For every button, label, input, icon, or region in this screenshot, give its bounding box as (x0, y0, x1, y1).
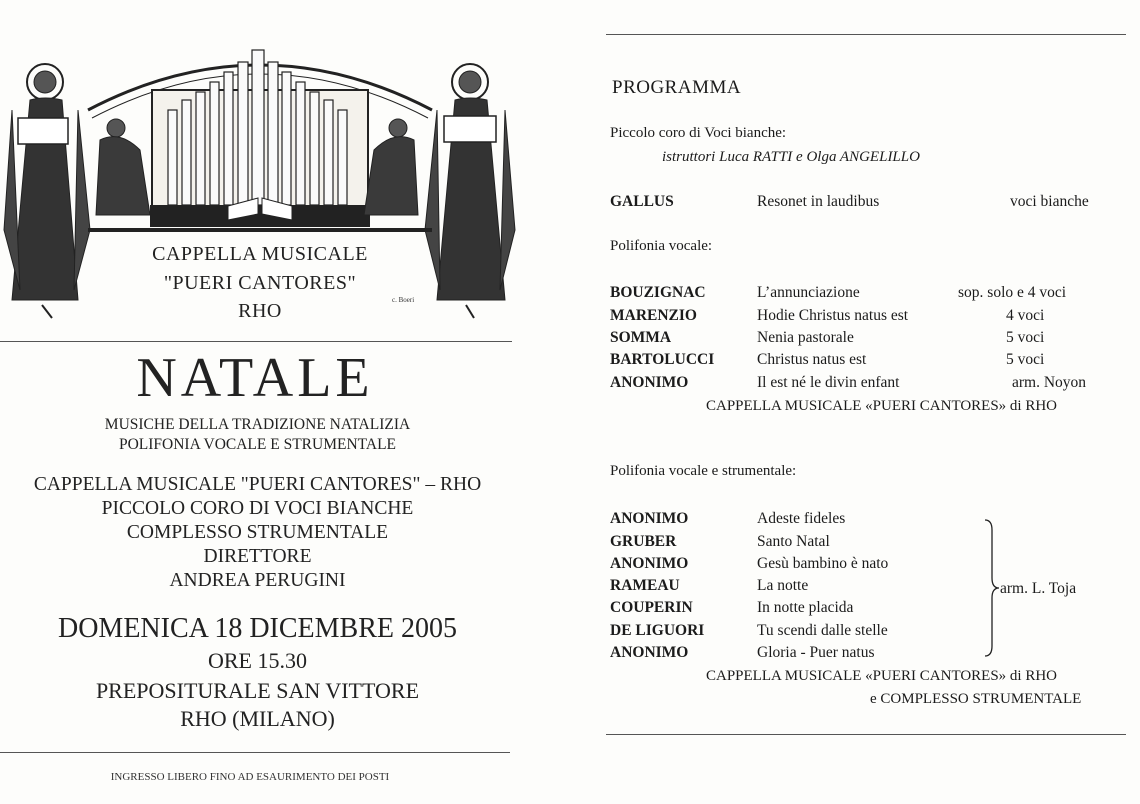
subtitle-line-2: POLIFONIA VOCALE E STRUMENTALE (118, 436, 397, 453)
event-venue: PREPOSITURALE SAN VITTORE (95, 678, 420, 703)
programme-row (610, 351, 1130, 373)
composer: BOUZIGNAC (610, 284, 706, 301)
composer: ANONIMO (610, 555, 689, 572)
programme-row (610, 193, 1130, 215)
work-title: Adeste fideles (757, 510, 846, 527)
banner-line-3: RHO (238, 300, 282, 322)
performer-line-3: COMPLESSO STRUMENTALE (126, 522, 389, 543)
divider (606, 734, 1126, 735)
programme-heading: PROGRAMMA (612, 77, 742, 98)
event-time: ORE 15.30 (208, 648, 307, 673)
performer-credit: CAPPELLA MUSICALE «PUERI CANTORES» di RHO (706, 398, 1058, 414)
composer: GALLUS (610, 193, 674, 210)
section-label: Piccolo coro di Voci bianche: (610, 125, 787, 141)
divider (606, 34, 1126, 35)
work-title: Il est né le divin enfant (757, 374, 900, 391)
performer-credit: CAPPELLA MUSICALE «PUERI CANTORES» di RHO (706, 668, 1058, 684)
composer: RAMEAU (610, 577, 680, 594)
director-label: DIRETTORE (203, 546, 312, 567)
section-label: Polifonia vocale e strumentale: (610, 463, 797, 479)
performance-note: arm. Noyon (1012, 374, 1087, 391)
performance-note: 5 voci (1006, 329, 1045, 346)
performance-note: voci bianche (1010, 193, 1089, 210)
divider (0, 341, 512, 342)
performer-credit: e COMPLESSO STRUMENTALE (870, 691, 1082, 707)
brace-icon (982, 518, 1002, 658)
performance-note: 5 voci (1006, 351, 1045, 368)
banner-line-1: CAPPELLA MUSICALE (152, 243, 368, 265)
composer: DE LIGUORI (610, 622, 705, 639)
performer-line-2: PICCOLO CORO DI VOCI BIANCHE (101, 498, 414, 519)
performance-note: sop. solo e 4 voci (958, 284, 1067, 301)
work-title: Hodie Christus natus est (757, 307, 909, 324)
programme-row (610, 284, 1130, 306)
admission-note: INGRESSO LIBERO FINO AD ESAURIMENTO DEI POSTI (110, 771, 390, 783)
performance-note: 4 voci (1006, 307, 1045, 324)
work-title: In notte placida (757, 599, 854, 616)
composer: ANONIMO (610, 510, 689, 527)
divider (0, 752, 510, 753)
composer: SOMMA (610, 329, 672, 346)
arrangement-note: arm. L. Toja (1000, 580, 1077, 597)
programme-row (610, 555, 1130, 577)
concert-flyer-front (0, 0, 520, 804)
performer-line-1: CAPPELLA MUSICALE "PUERI CANTORES" – RHO (33, 474, 482, 495)
composer: GRUBER (610, 533, 677, 550)
programme-row (610, 622, 1130, 644)
work-title: Nenia pastorale (757, 329, 854, 346)
programme-row (610, 533, 1130, 555)
event-city: RHO (MILANO) (180, 706, 335, 731)
programme-row (610, 510, 1130, 532)
composer: ANONIMO (610, 374, 689, 391)
event-date: DOMENICA 18 DICEMBRE 2005 (57, 613, 457, 644)
director-name: ANDREA PERUGINI (169, 570, 346, 591)
work-title: Tu scendi dalle stelle (757, 622, 888, 639)
programme-row (610, 599, 1130, 621)
work-title: Resonet in laudibus (757, 193, 880, 210)
banner-line-2: "PUERI CANTORES" (163, 272, 357, 294)
programme-row (610, 329, 1130, 351)
section-label: Polifonia vocale: (610, 238, 713, 254)
illustration-signature: c. Boeri (392, 296, 415, 304)
work-title: L’annunciazione (757, 284, 860, 301)
work-title: Christus natus est (757, 351, 867, 368)
work-title: Gloria - Puer natus (757, 644, 875, 661)
instructors: istruttori Luca RATTI e Olga ANGELILLO (662, 149, 920, 165)
composer: MARENZIO (610, 307, 697, 324)
composer: BARTOLUCCI (610, 351, 715, 368)
composer: COUPERIN (610, 599, 693, 616)
programme-row (610, 374, 1130, 396)
work-title: Gesù bambino è nato (757, 555, 889, 572)
programme-row (610, 644, 1130, 666)
concert-programme (600, 0, 1140, 804)
programme-row (610, 307, 1130, 329)
subtitle-line-1: MUSICHE DELLA TRADIZIONE NATALIZIA (104, 416, 411, 433)
event-title: NATALE (136, 347, 374, 409)
work-title: Santo Natal (757, 533, 830, 550)
work-title: La notte (757, 577, 809, 594)
composer: ANONIMO (610, 644, 689, 661)
